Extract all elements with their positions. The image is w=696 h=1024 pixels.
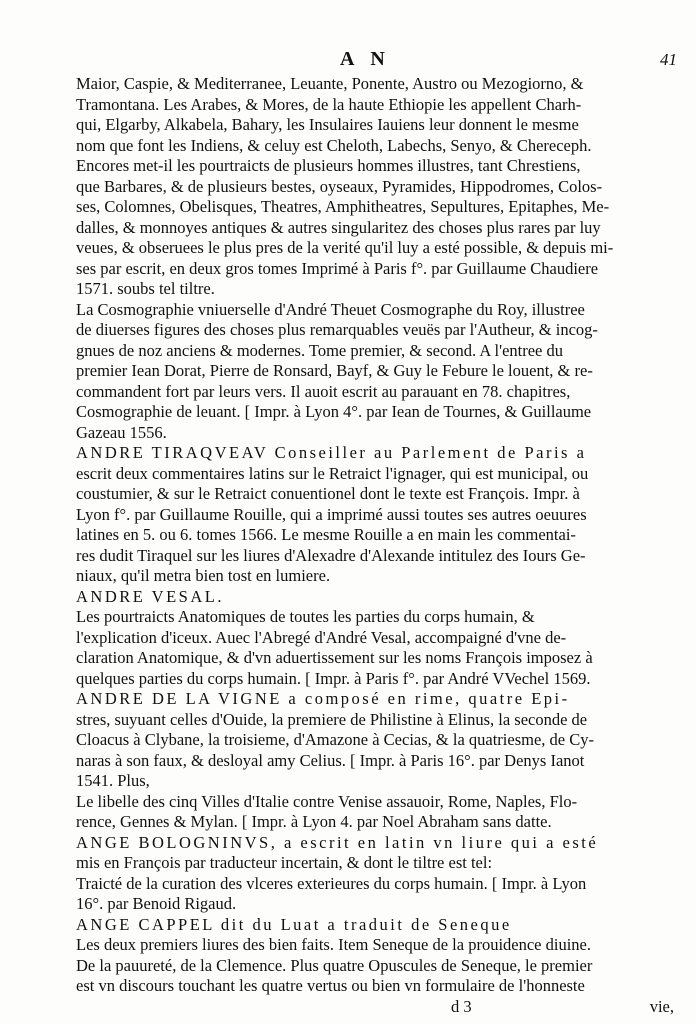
text-line: est vn discours touchant les quatre vertus ou bien vn formulaire de l'honneste [76, 976, 585, 995]
text-line: veues, & obseruees le plus pres de la verité qu'il luy a esté possible, & depuis mi- [76, 238, 614, 257]
text-line: l'explication d'iceux. Auec l'Abregé d'André Vesal, accompaigné d'vne de- [76, 627, 567, 647]
text-line: coustumier, & sur le Retraict conuentionel dont le texte est François. Impr. à [76, 484, 580, 503]
text-line: ANGE BOLOGNINVS, a escrit en latin vn liure qui a esté [76, 832, 599, 852]
text-line: premier Iean Dorat, Pierre de Ronsard, Bayf, & Guy le Febure le louent, & re- [76, 361, 593, 380]
text-line: Cloacus à Clybane, la troisieme, d'Amazone à Cecias, & la quatriesme, de Cy- [76, 730, 594, 749]
text-line: 1571. soubs tel tiltre. [76, 279, 215, 298]
page-number: 41 [660, 50, 677, 69]
text-line: claration Anatomique, & d'vn aduertissement sur les noms François imposez à [76, 648, 593, 667]
text-line: niaux, qu'il metra bien tost en lumiere. [76, 566, 331, 585]
text-line: 16°. par Benoid Rigaud. [76, 894, 237, 913]
text-line: Traicté de la curation des vlceres exterieures du corps humain. [ Impr. à Lyon [76, 873, 587, 893]
text-line: ses par escrit, en deux gros tomes Imprimé à Paris f°. par Guillaume Chaudiere [76, 258, 599, 278]
text-line: Lyon f°. par Guillaume Rouille, qui a imprimé aussi toutes ses autres oeuures [76, 504, 587, 524]
text-line: res dudit Tiraquel sur les liures d'Alexadre d'Alexande intitulez des Iours Ge- [76, 545, 586, 565]
text-line: nom que font les Indiens, & celuy est Cheloth, Labechs, Senyo, & Chereceph. [76, 135, 592, 155]
page-body [76, 74, 674, 1017]
text-line: escrit deux commentaires latins sur le Retraict l'ignager, qui est municipal, ou [76, 463, 589, 483]
text-line: quelques parties du corps humain. [ Impr. à Paris f°. par André VVechel 1569. [76, 668, 591, 688]
text-line: commandent fort par leurs vers. Il auoit escrit au parauant en 78. chapitres, [76, 381, 571, 401]
text-line: Cosmographie de leuant. [ Impr. à Lyon 4°. par Iean de Tournes, & Guillaume [76, 402, 592, 421]
text-line: 1541. Plus, [76, 771, 150, 790]
text-line: que Barbares, & de plusieurs bestes, oyseaux, Pyramides, Hippodromes, Colos- [76, 176, 603, 196]
signature-mark: d 3 [451, 996, 472, 1016]
text-line: Encores met-il les pourtraicts de plusieurs hommes illustres, tant Chrestiens, [76, 156, 581, 175]
text-line: rence, Gennes & Mylan. [ Impr. à Lyon 4. par Noel Abraham sans datte. [76, 812, 552, 831]
text-line: qui, Elgarby, Alkabela, Bahary, les Insulaires Iauiens leur donnent le mesme [76, 115, 579, 134]
catchword: vie, [649, 996, 674, 1016]
running-title: A N [340, 48, 391, 70]
text-line: Les deux premiers liures des bien faits. Item Seneque de la prouidence diuine. [76, 935, 591, 954]
text-line: ANDRE VESAL. [76, 586, 224, 606]
text-line: La Cosmographie vniuerselle d'André Theuet Cosmographe du Roy, illustree [76, 299, 585, 319]
text-line: Maior, Caspie, & Mediterranee, Leuante, Ponente, Austro ou Mezogiorno, & [76, 74, 584, 93]
text-line: naras à son faux, & desloyal amy Celius. [ Impr. à Paris 16°. par Denys Ianot [76, 750, 585, 770]
text-line: Le libelle des cinq Villes d'Italie contre Venise assauoir, Rome, Naples, Flo- [76, 791, 578, 811]
text-line: ANGE CAPPEL dit du Luat a traduit de Seneque [76, 914, 512, 934]
text-line: Gazeau 1556. [76, 422, 167, 442]
text-line: ses, Colomnes, Obelisques, Theatres, Amphitheatres, Sepultures, Epitaphes, Me- [76, 197, 610, 216]
text-line: ANDRE TIRAQVEAV Conseiller au Parlement de Paris a [76, 443, 587, 462]
text-line: latines en 5. ou 6. tomes 1566. Le mesme Rouille a en main les commentai- [76, 525, 576, 544]
text-line: gnues de noz anciens & modernes. Tome premier, & second. A l'entree du [76, 340, 564, 360]
running-head [0, 48, 696, 70]
page-footer [76, 997, 674, 1018]
text-line: de diuerses figures des choses plus remarquables veuës par l'Autheur, & incog- [76, 320, 598, 339]
text-line: Les pourtraicts Anatomiques de toutes les parties du corps humain, & [76, 607, 535, 626]
text-line: Tramontana. Les Arabes, & Mores, de la haute Ethiopie les appellent Charh- [76, 94, 582, 114]
text-line: stres, suyuant celles d'Ouide, la premiere de Philistine à Elinus, la seconde de [76, 709, 588, 729]
text-line: mis en François par traducteur incertain, & dont le tiltre est tel: [76, 853, 493, 872]
text-line: ANDRE DE LA VIGNE a composé en rime, quatre Epi- [76, 689, 570, 708]
text-line: dalles, & monnoyes antiques & autres singularitez des choses plus rares par luy [76, 217, 601, 237]
text-line: De la pauureté, de la Clemence. Plus quatre Opuscules de Seneque, le premier [76, 955, 593, 975]
